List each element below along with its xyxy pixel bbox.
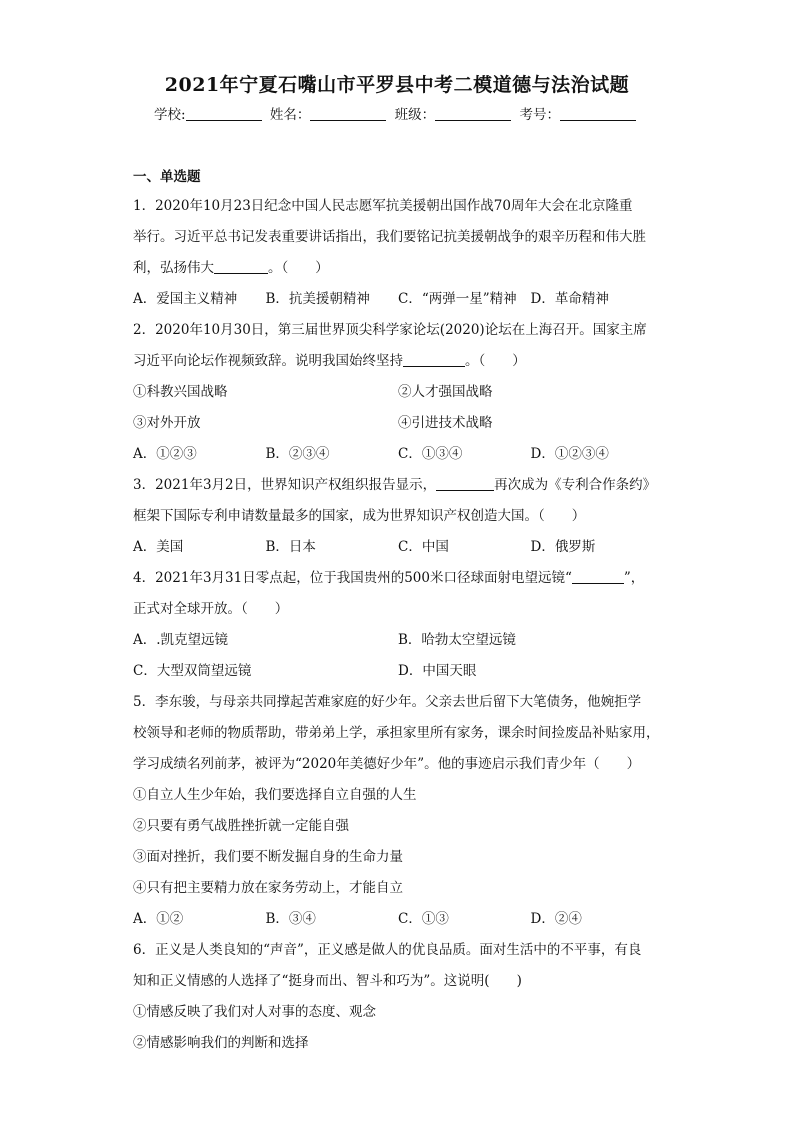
statement-4: ④只有把主要精力放在家务劳动上，才能自立	[133, 880, 403, 896]
question-text: 3．2021年3月2日，世界知识产权组织报告显示，	[133, 477, 437, 493]
question-3	[133, 470, 663, 563]
option-b[interactable]: B．日本	[265, 539, 316, 555]
school-label: 学校:	[154, 107, 186, 123]
name-label: 姓名：	[269, 107, 311, 123]
question-text: ”，	[623, 570, 645, 586]
option-c[interactable]: C．“两弹一星”精神	[398, 291, 517, 307]
question-text: 利，弘扬伟大	[133, 260, 214, 276]
exam-title: 2021年宁夏石嘴山市平罗县中考二模道德与法治试题	[164, 74, 630, 96]
question-4	[133, 563, 663, 687]
answer-blank	[572, 571, 624, 584]
class-blank[interactable]	[435, 108, 511, 121]
question-text-line	[133, 346, 663, 377]
option-a[interactable]: A．①②③	[133, 446, 197, 462]
option-d[interactable]: D．俄罗斯	[530, 539, 596, 555]
options-row	[133, 284, 663, 315]
statements-row	[133, 408, 663, 439]
statement-2: ②只要有勇气战胜挫折就一定能自强	[133, 818, 349, 834]
question-2	[133, 315, 663, 470]
question-text-line: 学习成绩名列前茅，被评为“2020年美德好少年”。他的事迹启示我们青少年（ ）	[133, 756, 641, 772]
question-text-line: 校领导和老师的物质帮助，带弟弟上学，承担家里所有家务，课余时间捡废品补贴家用，	[133, 725, 660, 741]
statements-row	[133, 377, 663, 408]
option-a[interactable]: A．①②	[133, 911, 184, 927]
option-c[interactable]: C．①③④	[398, 446, 463, 462]
question-text: 再次成为《专利合作条约》	[494, 477, 657, 493]
options-row	[133, 625, 663, 656]
exam-number-label: 考号：	[519, 107, 560, 123]
option-a[interactable]: A．.凯克望远镜	[133, 632, 229, 648]
statement-3: ③对外开放	[133, 415, 201, 431]
answer-blank	[436, 478, 494, 491]
answer-blank	[403, 354, 465, 367]
statement-2: ②情感影响我们的判断和选择	[133, 1035, 309, 1051]
options-row	[133, 904, 663, 935]
option-b[interactable]: B．③④	[265, 911, 316, 927]
option-c[interactable]: C．中国	[398, 539, 449, 555]
statement-1: ①自立人生少年始，我们要选择自立自强的人生	[133, 787, 417, 803]
option-a[interactable]: A．美国	[133, 539, 184, 555]
question-1	[133, 191, 663, 315]
question-6	[133, 935, 663, 1059]
options-row	[133, 532, 663, 563]
option-d[interactable]: D．中国天眼	[398, 663, 477, 679]
option-d[interactable]: D．②④	[530, 911, 582, 927]
option-b[interactable]: B．抗美援朝精神	[265, 291, 370, 307]
exam-number-blank[interactable]	[560, 108, 636, 121]
statement-3: ③面对挫折，我们要不断发掘自身的生命力量	[133, 849, 403, 865]
option-c[interactable]: C．①③	[398, 911, 449, 927]
statement-1: ①情感反映了我们对人对事的态度、观念	[133, 1004, 376, 1020]
class-label: 班级：	[394, 107, 436, 123]
option-b[interactable]: B．哈勃太空望远镜	[398, 632, 516, 648]
school-blank[interactable]	[186, 108, 262, 121]
question-text-line: 知和正义情感的人选择了“挺身而出、智斗和巧为”。这说明( )	[133, 973, 522, 989]
question-text: 4．2021年3月31日零点起，位于我国贵州的500米口径球面射电望远镜“	[133, 570, 572, 586]
question-tail: 。（ ）	[268, 260, 329, 276]
question-text-line	[133, 253, 663, 284]
question-text: 习近平向论坛作视频致辞。说明我国始终坚持	[133, 353, 403, 369]
question-text-line: 举行。习近平总书记发表重要讲话指出，我们要铭记抗美援朝战争的艰辛历程和伟大胜	[133, 229, 646, 245]
option-d[interactable]: D．①②③④	[530, 446, 609, 462]
student-info-row	[0, 103, 794, 123]
name-blank[interactable]	[310, 108, 386, 121]
option-a[interactable]: A．爱国主义精神	[133, 291, 238, 307]
question-tail: 。（ ）	[465, 353, 526, 369]
section-title: 一、单选题	[133, 169, 201, 185]
option-b[interactable]: B．②③④	[265, 446, 330, 462]
answer-blank	[214, 261, 268, 274]
options-row	[133, 439, 663, 470]
statement-1: ①科教兴国战略	[133, 384, 228, 400]
question-text-line: 框架下国际专利申请数量最多的国家，成为世界知识产权创造大国。（ ）	[133, 508, 586, 524]
option-d[interactable]: D．革命精神	[530, 291, 609, 307]
question-text-line: 1．2020年10月23日纪念中国人民志愿军抗美援朝出国作战70周年大会在北京隆重	[133, 198, 633, 214]
question-text-line: 正式对全球开放。（ ）	[133, 601, 289, 617]
statement-2: ②人才强国战略	[398, 384, 493, 400]
question-text-line: 6．正义是人类良知的“声音”，正义感是做人的优良品质。面对生活中的不平事，有良	[133, 942, 642, 958]
question-text-line: 5．李东骏，与母亲共同撑起苦难家庭的好少年。父亲去世后留下大笔债务，他婉拒学	[133, 694, 642, 710]
option-c[interactable]: C．大型双筒望远镜	[133, 663, 252, 679]
question-text-line: 2．2020年10月30日，第三届世界顶尖科学家论坛(2020)论坛在上海召开。国家主席	[133, 322, 647, 338]
statement-4: ④引进技术战略	[398, 415, 493, 431]
question-list	[133, 163, 663, 1059]
options-row	[133, 656, 663, 687]
question-text-line	[133, 470, 663, 501]
question-5	[133, 687, 663, 935]
question-text-line	[133, 563, 663, 594]
